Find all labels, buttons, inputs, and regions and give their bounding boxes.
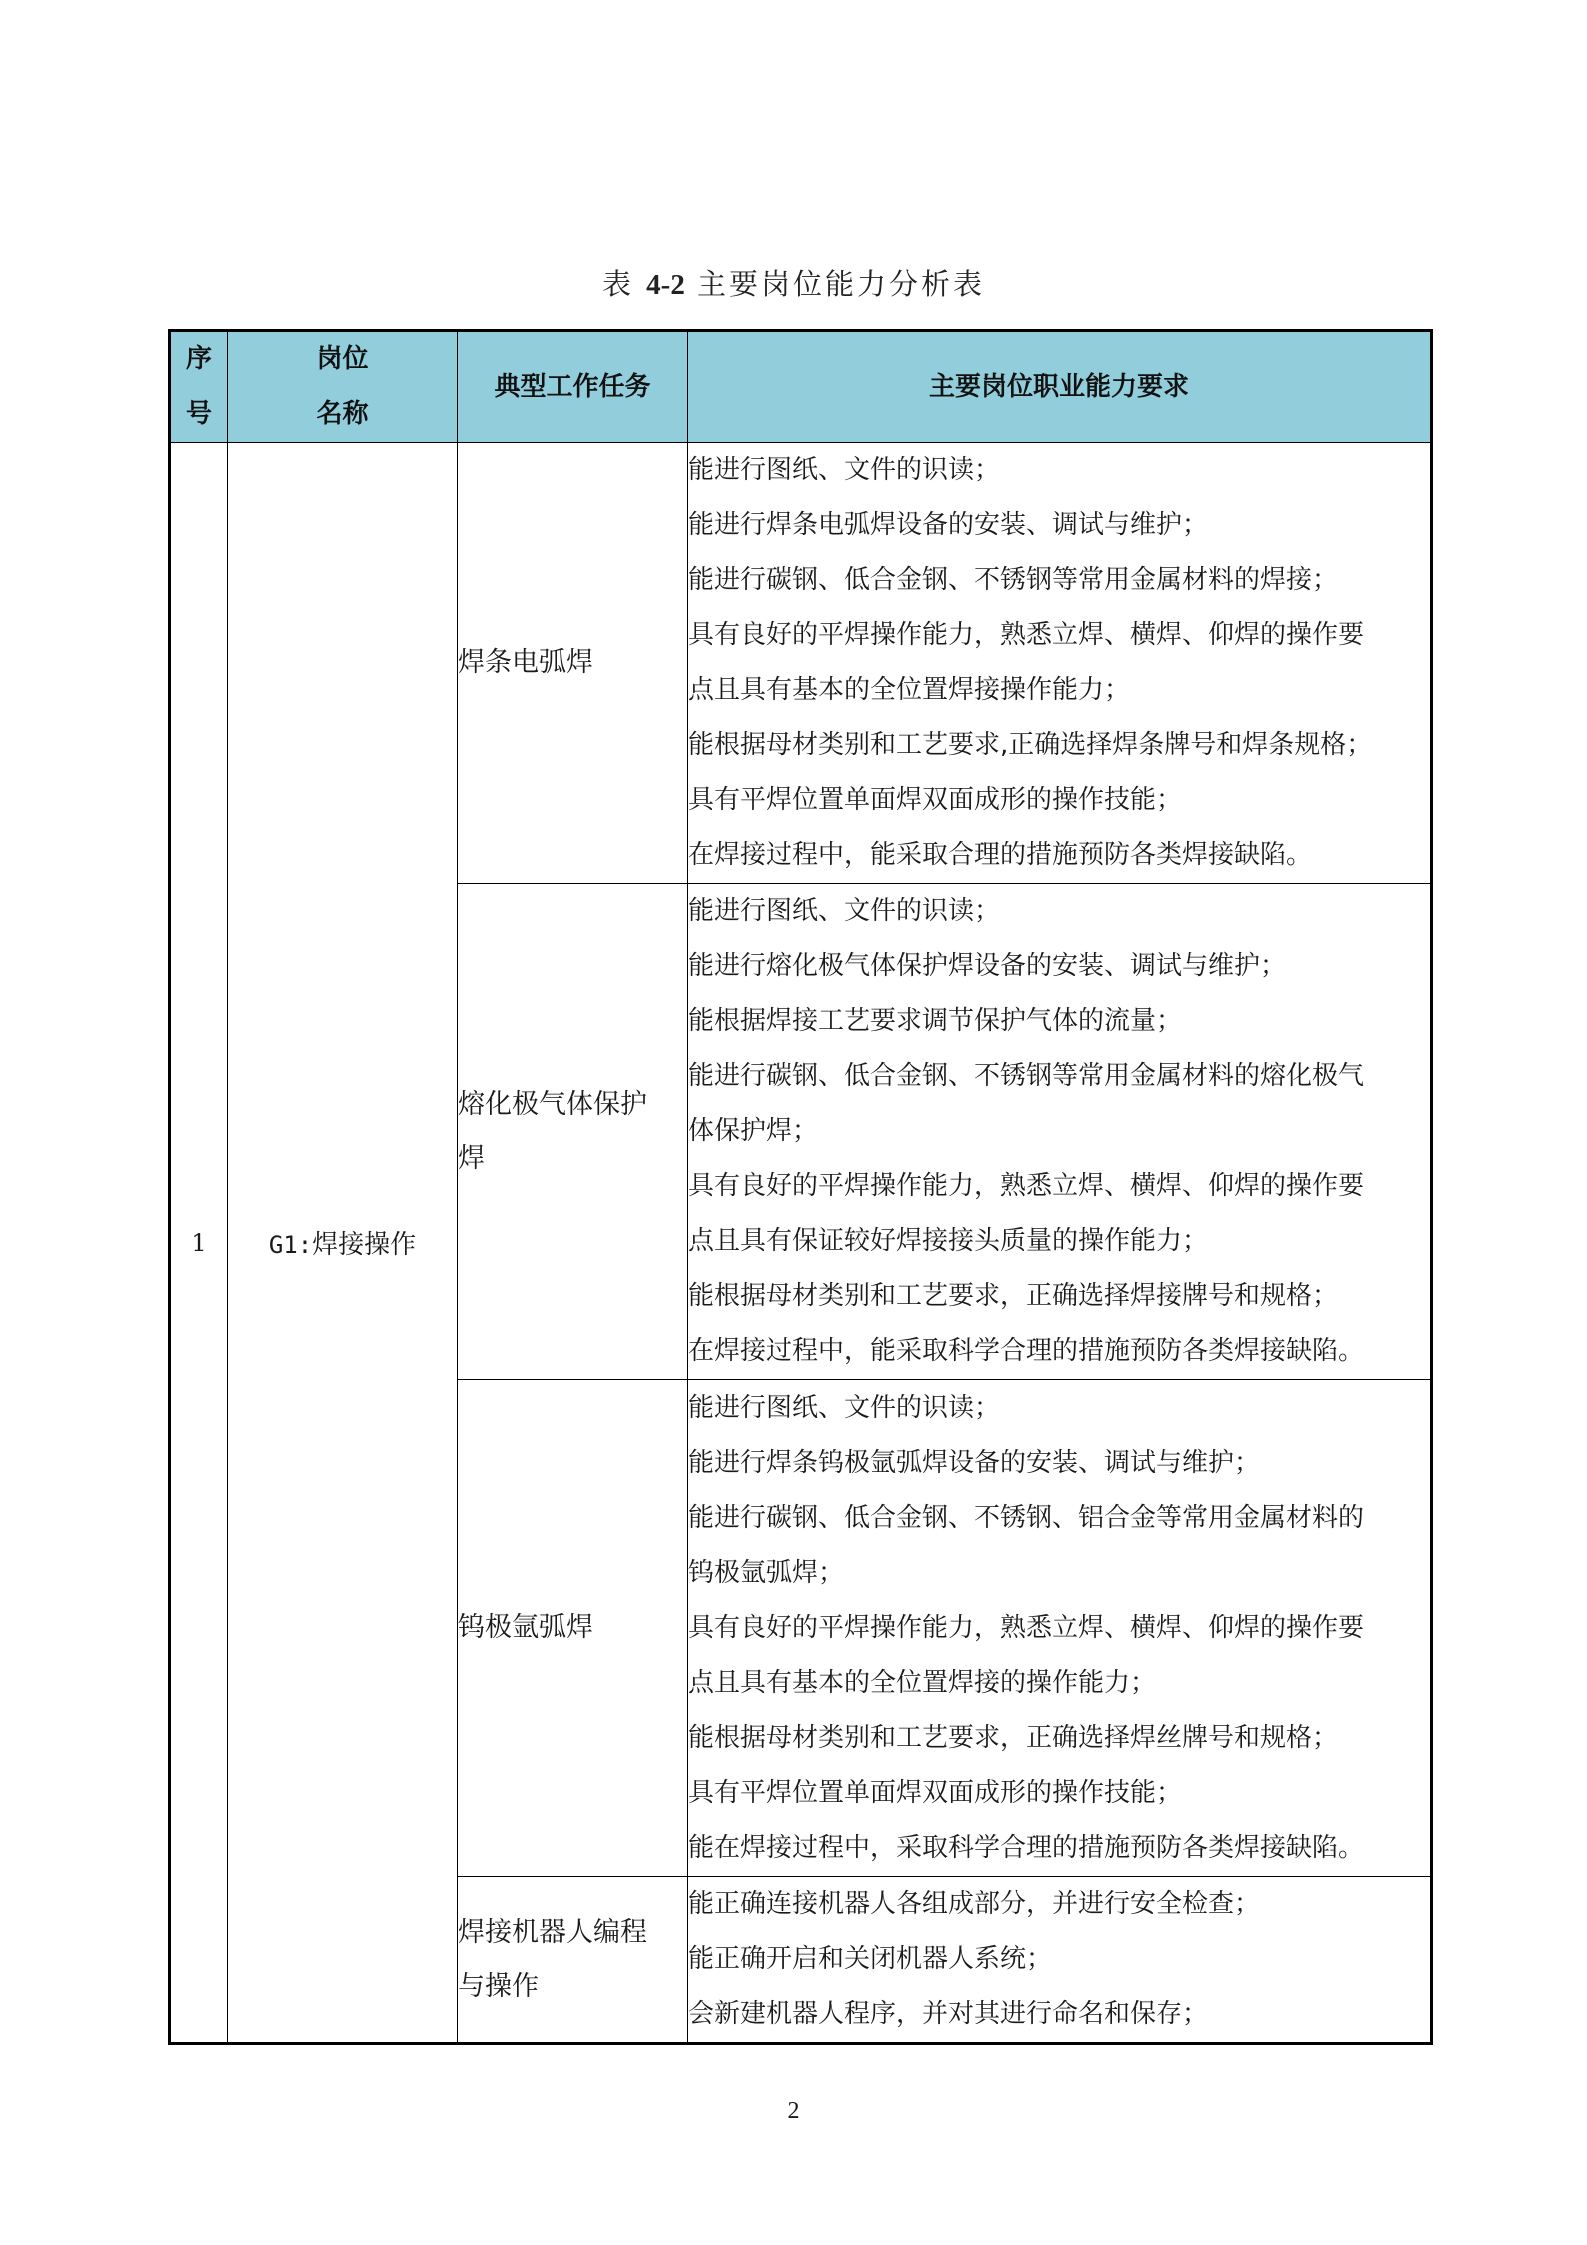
requirement-line: 能正确开启和关闭机器人系统； bbox=[688, 1944, 1053, 1974]
requirement-line: 在焊接过程中，能采取科学合理的措施预防各类焊接缺陷。 bbox=[688, 1336, 1365, 1366]
post-cell bbox=[228, 443, 458, 2044]
requirement-line: 能进行熔化极气体保护焊设备的安装、调试与维护； bbox=[688, 951, 1287, 981]
requirement-line: 会新建机器人程序，并对其进行命名和保存； bbox=[688, 1999, 1209, 2029]
requirement-line: 具有良好的平焊操作能力，熟悉立焊、横焊、仰焊的操作要 bbox=[688, 1171, 1365, 1201]
task-name-line: 焊条电弧焊 bbox=[458, 647, 593, 678]
requirement-line: 具有平焊位置单面焊双面成形的操作技能； bbox=[688, 1777, 1183, 1808]
requirement-line: 能根据母材类别和工艺要求，正确选择焊丝牌号和规格； bbox=[688, 1722, 1339, 1753]
requirement-line: 能进行焊条电弧焊设备的安装、调试与维护； bbox=[688, 510, 1209, 540]
requirement-line: 能正确连接机器人各组成部分，并进行安全检查； bbox=[688, 1889, 1261, 1919]
requirement-line: 能进行碳钢、低合金钢、不锈钢等常用金属材料的熔化极气 bbox=[688, 1061, 1365, 1091]
task-name-line: 熔化极气体保护 bbox=[458, 1088, 647, 1120]
requirements-cell bbox=[688, 1877, 1432, 2044]
post-code: G1: bbox=[268, 1231, 313, 1259]
caption-number: 4-2 bbox=[646, 269, 685, 301]
task-name-line: 钨极氩弧焊 bbox=[458, 1612, 593, 1643]
requirement-line: 能根据母材类别和工艺要求，正确选择焊接牌号和规格； bbox=[688, 1281, 1339, 1311]
header-post-line1: 岗位 bbox=[316, 344, 369, 374]
requirement-line: 在焊接过程中，能采取合理的措施预防各类焊接缺陷。 bbox=[688, 840, 1313, 870]
requirement-line: 能在焊接过程中，采取科学合理的措施预防各类焊接缺陷。 bbox=[688, 1832, 1365, 1863]
task-name-line: 焊接机器人编程 bbox=[458, 1916, 647, 1948]
requirements-cell bbox=[688, 443, 1432, 884]
page-number: 2 bbox=[787, 2098, 800, 2124]
requirement-line: 钨极氩弧焊； bbox=[688, 1557, 845, 1588]
requirement-line: 点且具有基本的全位置焊接操作能力； bbox=[688, 675, 1131, 705]
requirement-line: 能进行碳钢、低合金钢、不锈钢、铝合金等常用金属材料的 bbox=[688, 1502, 1365, 1533]
task-cell bbox=[458, 443, 688, 884]
header-seq-line1: 序 bbox=[185, 344, 212, 374]
requirement-line: 具有良好的平焊操作能力，熟悉立焊、横焊、仰焊的操作要 bbox=[688, 1612, 1365, 1643]
header-task: 典型工作任务 bbox=[458, 331, 688, 443]
task-cell bbox=[458, 1380, 688, 1877]
requirement-line: 能进行图纸、文件的识读； bbox=[688, 896, 1001, 926]
task-name-line: 与操作 bbox=[458, 1970, 539, 2002]
table-row bbox=[170, 443, 1432, 884]
table-caption bbox=[0, 262, 1587, 303]
requirement-line: 具有良好的平焊操作能力，熟悉立焊、横焊、仰焊的操作要 bbox=[688, 620, 1365, 650]
task-cell bbox=[458, 1877, 688, 2044]
header-post bbox=[228, 331, 458, 443]
header-req: 主要岗位职业能力要求 bbox=[688, 331, 1432, 443]
requirement-line: 能根据母材类别和工艺要求,正确选择焊条牌号和焊条规格； bbox=[688, 730, 1373, 760]
post-name: 焊接操作 bbox=[312, 1230, 417, 1260]
task-name-line: 焊 bbox=[458, 1142, 485, 1174]
caption-prefix: 表 bbox=[601, 267, 647, 301]
requirement-line: 点且具有基本的全位置焊接的操作能力； bbox=[688, 1667, 1157, 1698]
header-seq bbox=[170, 331, 228, 443]
header-row bbox=[170, 331, 1432, 443]
seq-cell: 1 bbox=[170, 443, 228, 2044]
requirement-line: 点且具有保证较好焊接接头质量的操作能力； bbox=[688, 1226, 1209, 1256]
requirement-line: 具有平焊位置单面焊双面成形的操作技能； bbox=[688, 785, 1183, 815]
task-cell bbox=[458, 884, 688, 1380]
requirement-line: 能进行焊条钨极氩弧焊设备的安装、调试与维护； bbox=[688, 1447, 1261, 1478]
requirement-line: 能进行图纸、文件的识读； bbox=[688, 455, 1001, 485]
header-seq-line2: 号 bbox=[185, 399, 212, 429]
requirements-cell bbox=[688, 884, 1432, 1380]
requirement-line: 能根据焊接工艺要求调节保护气体的流量； bbox=[688, 1006, 1183, 1036]
ability-analysis-table bbox=[168, 329, 1433, 2045]
caption-title: 主要岗位能力分析表 bbox=[684, 267, 986, 301]
header-post-line2: 名称 bbox=[316, 399, 369, 429]
requirements-cell bbox=[688, 1380, 1432, 1877]
requirement-line: 能进行碳钢、低合金钢、不锈钢等常用金属材料的焊接； bbox=[688, 565, 1339, 595]
requirement-line: 体保护焊； bbox=[688, 1116, 819, 1146]
requirement-line: 能进行图纸、文件的识读； bbox=[688, 1392, 1001, 1423]
